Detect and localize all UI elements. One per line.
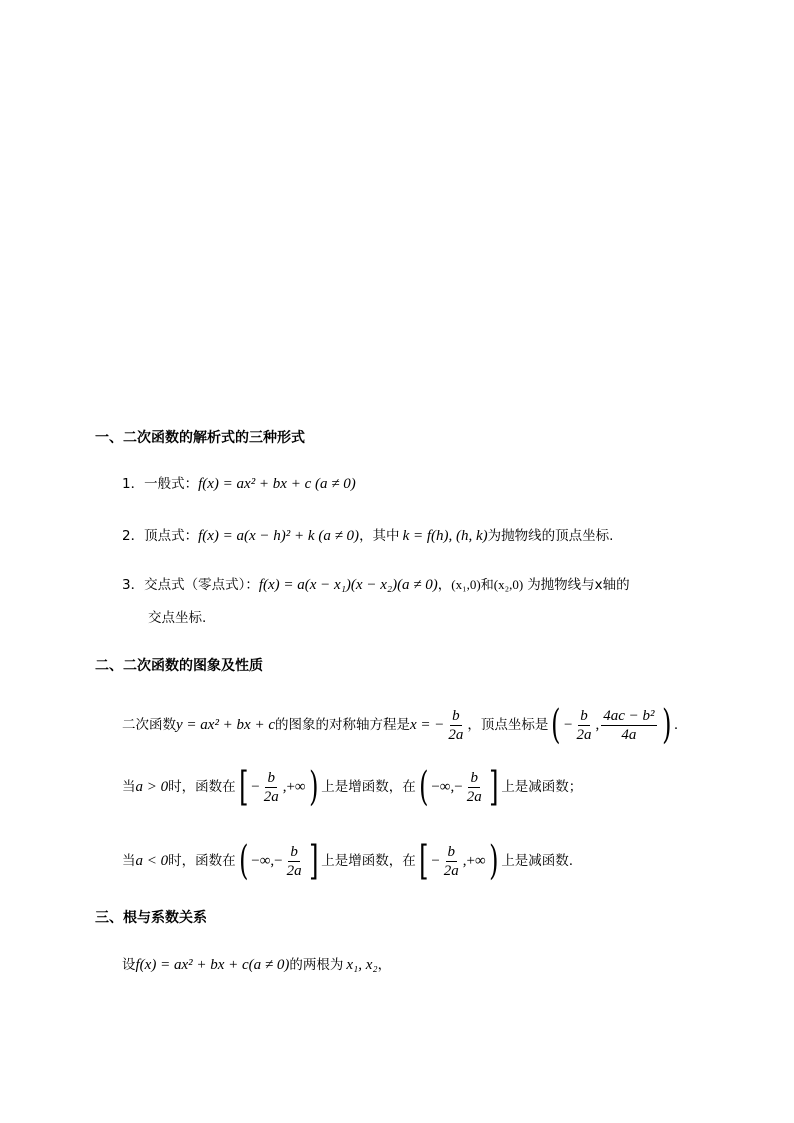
section2-paragraph2 — [122, 764, 582, 810]
p3-inc-text: 上是增函数，在 — [321, 853, 416, 869]
p2-dec-left-paren: ( — [418, 764, 429, 810]
item2-note-formula: k = f(h), (h, k) — [402, 528, 488, 544]
section2-heading: 二、二次函数的图象及性质 — [95, 658, 263, 674]
p3-dec-infinity: ,+∞ — [462, 853, 486, 869]
item3-comma: ， — [437, 577, 452, 593]
p2-dec-text: 上是减函数； — [501, 779, 583, 795]
item2-label: 2．顶点式： — [122, 528, 199, 544]
p3-dec-left-bracket: [ — [418, 838, 429, 884]
p2-dec-num: b — [470, 769, 478, 786]
s3-prefix: 设 — [122, 957, 136, 973]
s3-mid: 的两根为 — [289, 957, 344, 973]
p3-dec-right-paren: ) — [488, 838, 499, 884]
item1-formula: f(x) = ax² + bx + c (a ≠ 0) — [198, 476, 356, 492]
section3-heading: 三、根与系数关系 — [95, 910, 207, 926]
vertex-x-num: b — [580, 707, 588, 724]
p3-dec-den: 2a — [443, 862, 459, 879]
p2-dec-den: 2a — [466, 788, 482, 805]
p1-axis: x = − — [410, 717, 445, 733]
p1-prefix: 二次函数 — [122, 717, 176, 733]
vertex-y-fraction — [601, 707, 656, 744]
item3-formula: f(x) = a(x − x₁)(x − x₂)(a ≠ 0) — [258, 577, 438, 593]
p3-condition: a < 0 — [135, 853, 169, 869]
p2-inc-left-bracket: [ — [238, 764, 249, 810]
p3-time: 时，函数在 — [168, 853, 236, 869]
p2-condition: a > 0 — [135, 779, 169, 795]
p2-inc-minus: − — [251, 779, 260, 795]
axis-frac-den: 2a — [448, 726, 464, 743]
p3-inc-fraction — [285, 843, 304, 880]
p2-inc-num: b — [267, 769, 275, 786]
p3-inc-den: 2a — [286, 862, 302, 879]
item2-note-suffix: 为抛物线的顶点坐标. — [487, 528, 614, 544]
p2-dec-fraction — [465, 769, 484, 806]
p1-function: y = ax² + bx + c — [176, 717, 275, 733]
p2-inc-den: 2a — [263, 788, 279, 805]
s3-formula: f(x) = ax² + bx + c(a ≠ 0) — [135, 957, 290, 973]
item1-label: 1．一般式： — [122, 476, 199, 492]
p2-dec-infinity: −∞,− — [431, 779, 463, 795]
p2-inc-fraction — [262, 769, 281, 806]
p3-dec-num: b — [447, 843, 456, 860]
p2-dec-right-bracket: ] — [488, 764, 499, 810]
item3-label: 3．交点式（零点式）： — [122, 577, 259, 593]
p3-inc-right-bracket: ] — [308, 838, 319, 884]
section1-item1 — [122, 474, 356, 494]
vertex-x-den: 2a — [576, 726, 592, 743]
p2-time: 时，函数在 — [168, 779, 236, 795]
p2-inc-text: 上是增函数，在 — [321, 779, 416, 795]
p3-dec-minus: − — [431, 853, 440, 869]
vertex-x-fraction — [574, 707, 593, 744]
vertex-comma: , — [595, 717, 600, 733]
p3-dec-text: 上是减函数. — [501, 853, 574, 869]
item3-suffix: 为抛物线与x轴的 — [527, 577, 630, 593]
p2-prefix: 当 — [122, 779, 136, 795]
p3-dec-fraction — [442, 843, 461, 880]
section2-paragraph3 — [122, 838, 573, 884]
section3-paragraph1 — [122, 955, 391, 975]
section1-heading: 一、二次函数的解析式的三种形式 — [95, 430, 305, 446]
vertex-left-paren: ( — [551, 702, 561, 748]
p2-inc-infinity: ,+∞ — [282, 779, 306, 795]
item2-formula: f(x) = a(x − h)² + k (a ≠ 0) — [198, 528, 360, 544]
item2-note-prefix: ，其中 — [359, 528, 400, 544]
p1-vertex-label: ，顶点坐标是 — [467, 717, 549, 733]
p1-end: . — [674, 717, 678, 733]
p3-prefix: 当 — [122, 853, 136, 869]
s3-end: ， — [377, 957, 392, 973]
axis-frac-num: b — [452, 707, 460, 724]
p2-inc-right-paren: ) — [308, 764, 319, 810]
vertex-right-paren: ) — [661, 702, 672, 748]
section1-item2 — [122, 526, 613, 546]
section1-item3 — [122, 575, 630, 595]
vertex-y-den: 4a — [621, 726, 637, 743]
item3-suffix-line2: 交点坐标. — [148, 610, 207, 626]
section2-paragraph1 — [122, 702, 678, 748]
vertex-minus: − — [564, 717, 573, 733]
axis-fraction — [446, 707, 465, 744]
s3-roots: x₁, x₂ — [346, 957, 378, 973]
p3-inc-num: b — [290, 843, 298, 860]
p3-inc-infinity: −∞,− — [251, 853, 283, 869]
vertex-y-num: 4ac − b² — [603, 707, 655, 724]
p1-mid: 的图象的对称轴方程是 — [275, 717, 410, 733]
item3-points: (x₁,0)和(x₂,0) — [451, 577, 524, 592]
p3-inc-left-paren: ( — [238, 838, 249, 884]
